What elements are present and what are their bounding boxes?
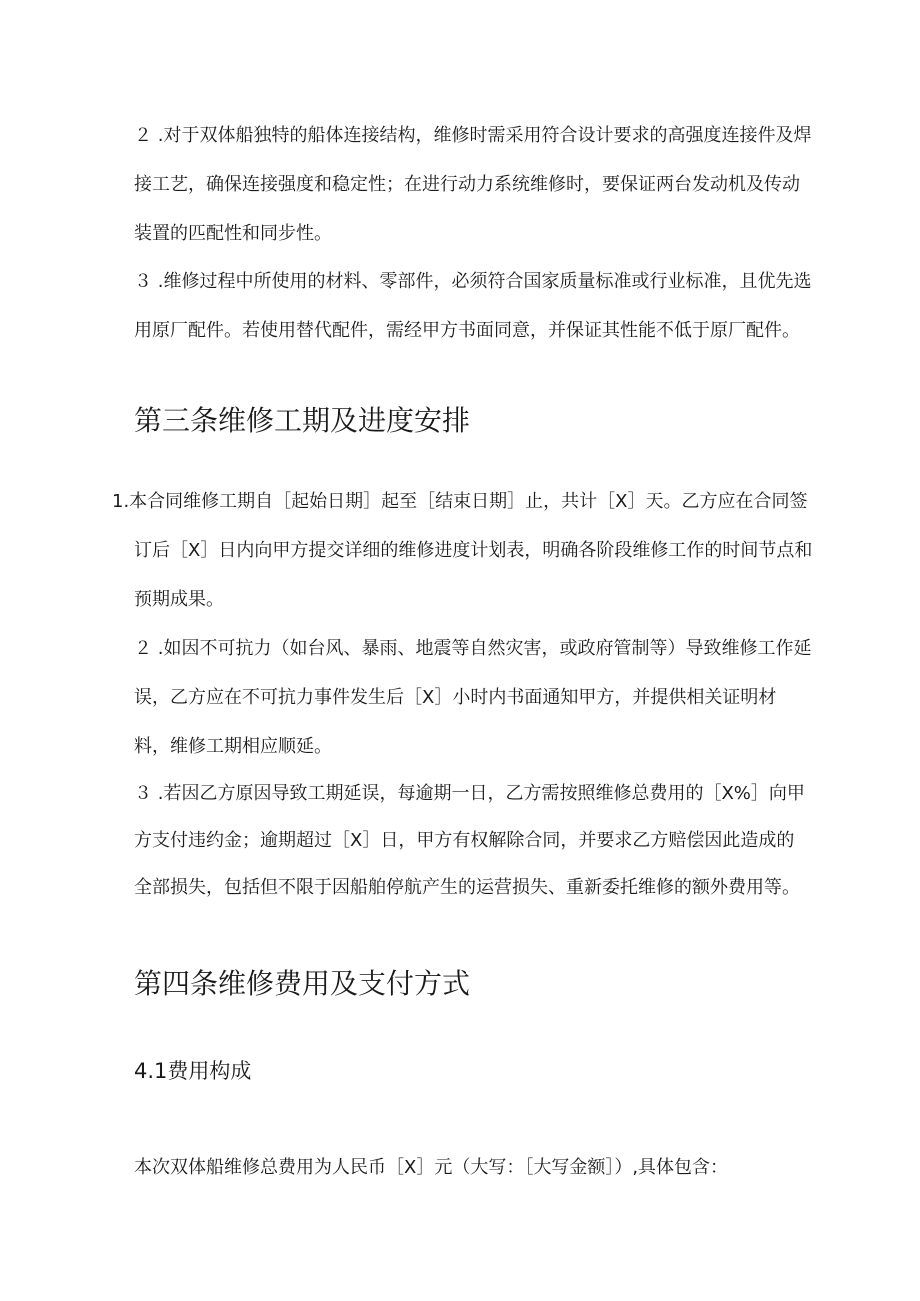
section4-title: 第四条维修费用及支付方式: [134, 967, 471, 1000]
s3-item1-line2: 订后［X］日内向甲方提交详细的维修进度计划表，明确各阶段维修工作的时间节点和: [134, 540, 813, 561]
s3-item2-line3: 料，维修工期相应顺延。: [134, 736, 332, 757]
s2-item2-line3: 装置的匹配性和同步性。: [134, 223, 332, 244]
s3-item1-line3: 预期成果。: [134, 589, 224, 610]
s2-item3-line1: ３ .维修过程中所使用的材料、零部件，必须符合国家质量标准或行业标准，且优先选: [134, 271, 812, 292]
s3-item3-line2: 方支付违约金；逾期超过［X］日，甲方有权解除合同，并要求乙方赔偿因此造成的: [134, 830, 795, 851]
s3-item1-line1: 1.本合同维修工期自［起始日期］起至［结束日期］止，共计［X］天。乙方应在合同签: [112, 491, 808, 512]
section4-1-subtitle: 4.1费用构成: [134, 1059, 252, 1083]
s3-item2-line1: ２ .如因不可抗力（如台风、暴雨、地震等自然灾害，或政府管制等）导致维修工作延: [134, 638, 812, 659]
s2-item2-line2: 接工艺，确保连接强度和稳定性；在进行动力系统维修时，要保证两台发动机及传动: [134, 174, 800, 195]
s3-item3-line3: 全部损失，包括但不限于因船舶停航产生的运营损失、重新委托维修的额外费用等。: [134, 877, 800, 898]
section3-title: 第三条维修工期及进度安排: [134, 404, 471, 437]
s2-item2-line1: ２ .对于双体船独特的船体连接结构，维修时需采用符合设计要求的高强度连接件及焊: [134, 125, 812, 146]
s2-item3-line2: 用原厂配件。若使用替代配件，需经甲方书面同意，并保证其性能不低于原厂配件。: [134, 320, 800, 341]
s3-item3-line1: ３ .若因乙方原因导致工期延误，每逾期一日，乙方需按照维修总费用的［X%］向甲: [134, 783, 805, 804]
s3-item2-line2: 误，乙方应在不可抗力事件发生后［X］小时内书面通知甲方，并提供相关证明材: [134, 687, 777, 708]
section4-paragraph: 本次双体船维修总费用为人民币［X］元（大写：［大写金额］）,具体包含：: [134, 1157, 729, 1178]
